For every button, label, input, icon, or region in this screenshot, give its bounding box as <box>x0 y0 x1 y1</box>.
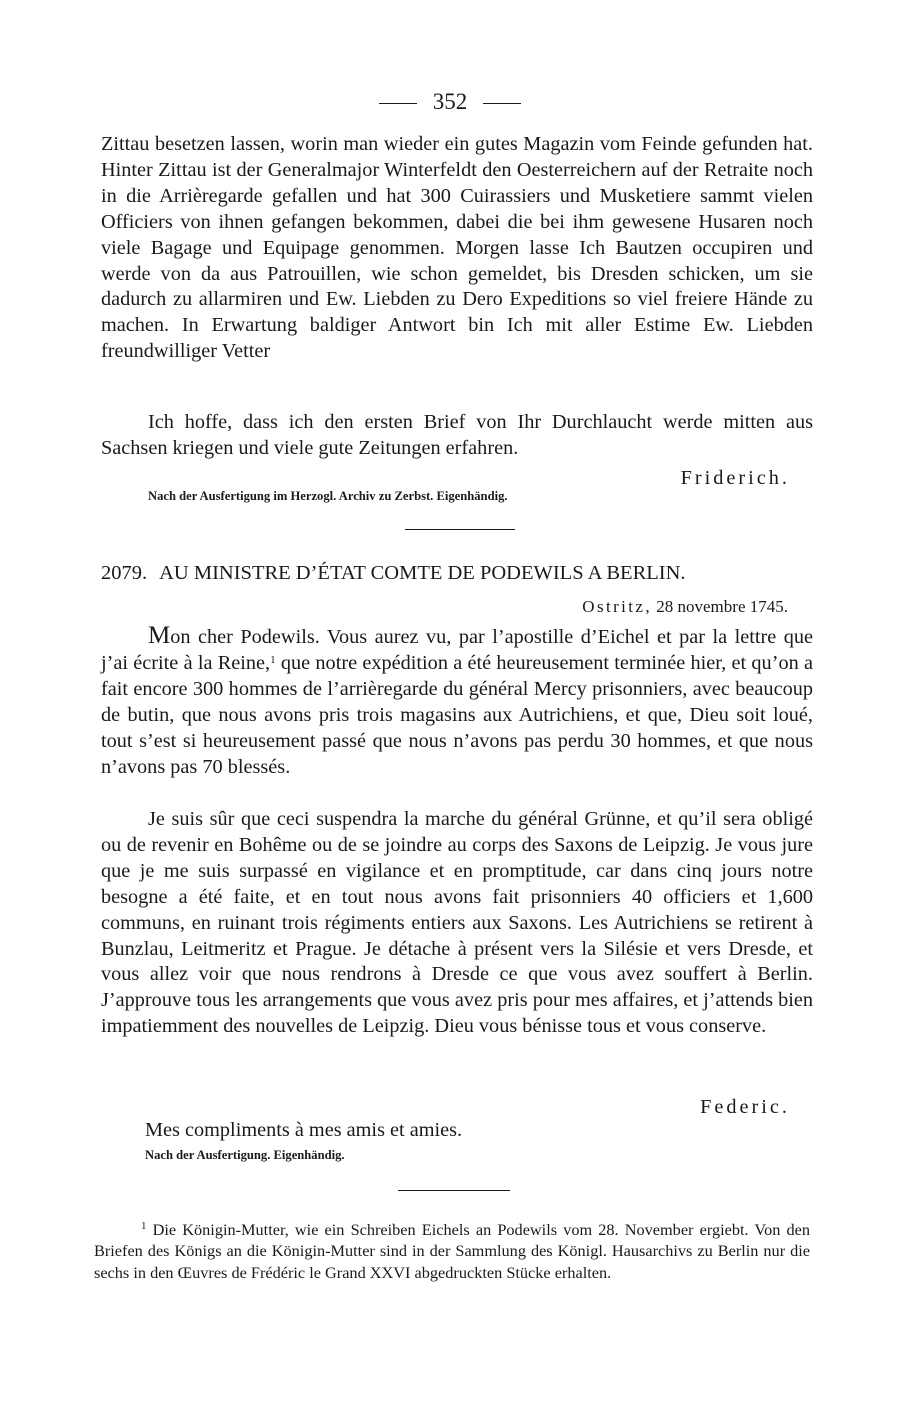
footnote-block <box>94 1219 810 1283</box>
initial-letter: M <box>148 622 171 649</box>
letter2-postscript: Mes compliments à mes amis et amies. <box>145 1119 463 1141</box>
page-number: 352 <box>432 89 468 114</box>
letter2-para2-block <box>101 807 813 1040</box>
letter-number: 2079. <box>101 562 148 584</box>
letter1-postscript: Ich hoffe, dass ich den ersten Brief von Ihr Durchlaucht werde mitten aus Sachsen kriegen und viele gute Zeitungen erfahren. <box>101 411 813 459</box>
dateline <box>582 596 788 618</box>
dateline-place: Ostritz, <box>582 597 653 616</box>
header-dash-right <box>483 103 521 104</box>
footnote-divider <box>398 1190 510 1191</box>
letter1-body: Zittau besetzen lassen, worin man wieder ein gutes Magazin vom Feinde gefunden hat. Hinter Zittau ist der Generalmajor Winterfeldt den Oesterreichern auf der Retraite noch in die Arrièregarde gefallen und hat 300 Cuirassiers und Musketiere sammt vielen Officiers von ihnen gefangen bekommen, dabei die bei ihm gewesene Husaren noch viele Bagage und Equipage genommen. Morgen lasse Ich Bautzen occupiren und werde von da aus Patrouillen, wie schon gemeldet, bis Dresden schicken, um sie dadurch zu allarmiren und Ew. Liebden zu Dero Expeditions so viel freiere Hände zu machen. In Erwartung baldiger Antwort bin Ich mit aller Estime Ew. Liebden freundwilliger Vetter <box>101 133 813 363</box>
letter1-body-block <box>101 132 813 365</box>
footnote-1 <box>94 1219 810 1283</box>
letter1-source-note: Nach der Ausfertigung im Herzogl. Archiv zu Zerbst. Eigenhändig. <box>148 489 508 503</box>
letter2-para1 <box>101 623 813 780</box>
letter2-para1-block <box>101 623 813 780</box>
page-header <box>0 88 900 116</box>
letter2-para1-tail: que notre expédition a été heureusement terminée hier, et qu’on a fait encore 300 hommes de l’arrièregarde du général Mercy prisonniers, avec beaucoup de butin, que nous avons pris trois magasins aux Autrichiens, et que, Dieu soit loué, tout s’est si heureusement passé que nous n’avons pas perdu 30 hommes, et que nous n’avons pas 70 blessés. <box>101 651 813 778</box>
letter2-source-note: Nach der Ausfertigung. Eigenhändig. <box>145 1148 345 1162</box>
letter2-para2: Je suis sûr que ceci suspendra la marche du général Grünne, et qu’il sera obligé ou de revenir en Bohême ou de se joindre au corps des Saxons de Leipzig. Je vous jure que je me suis surpassé en vigilance et en promptitude, car dans cinq jours notre besogne a été faite, et en tout nous avons fait prisonniers 40 officiers et 1,600 communs, en ruinant trois régiments entiers aux Saxons. Les Autrichiens se retirent à Bunzlau, Leitmeritz et Prague. Je détache à présent vers la Silésie et vers Dresde, et vous allez voir que nous rendrons à Dresde ce que vous avez souffert à Berlin. J’approuve tous les arrangements que vous avez pris pour mes affaires, et j’attends bien impatiemment des nouvelles de Leipzig. Dieu vous bénisse tous et vous conserve. <box>101 808 813 1038</box>
letter1-signature: Friderich. <box>680 467 790 489</box>
letter2-para1-text: on cher Podewils. Vous aurez vu, par l’apostille d’Eichel et par la lettre que j’ai écrite à la Reine, <box>101 626 813 674</box>
footnote-marker: 1 <box>141 1220 147 1232</box>
section-divider <box>405 529 515 530</box>
letter1-postscript-block <box>101 410 813 462</box>
letter2-signature: Federic. <box>700 1096 790 1118</box>
letter-title: AU MINISTRE D’ÉTAT COMTE DE PODEWILS A BERLIN. <box>159 562 686 584</box>
footnote-reference: 1 <box>270 653 276 666</box>
footnote-text: Die Königin-Mutter, wie ein Schreiben Eichels an Podewils vom 28. November ergiebt. Von den Briefen des Königs an die Königin-Mutter sind in der Sammlung des Königl. Hausarchivs zu Berlin nur die sechs in den Œuvres de Frédéric le Grand XXVI abgedruckten Stücke erhalten. <box>94 1220 810 1282</box>
dateline-date: 28 novembre 1745. <box>656 597 788 616</box>
header-dash-left <box>379 103 417 104</box>
letter2-heading <box>101 559 821 587</box>
